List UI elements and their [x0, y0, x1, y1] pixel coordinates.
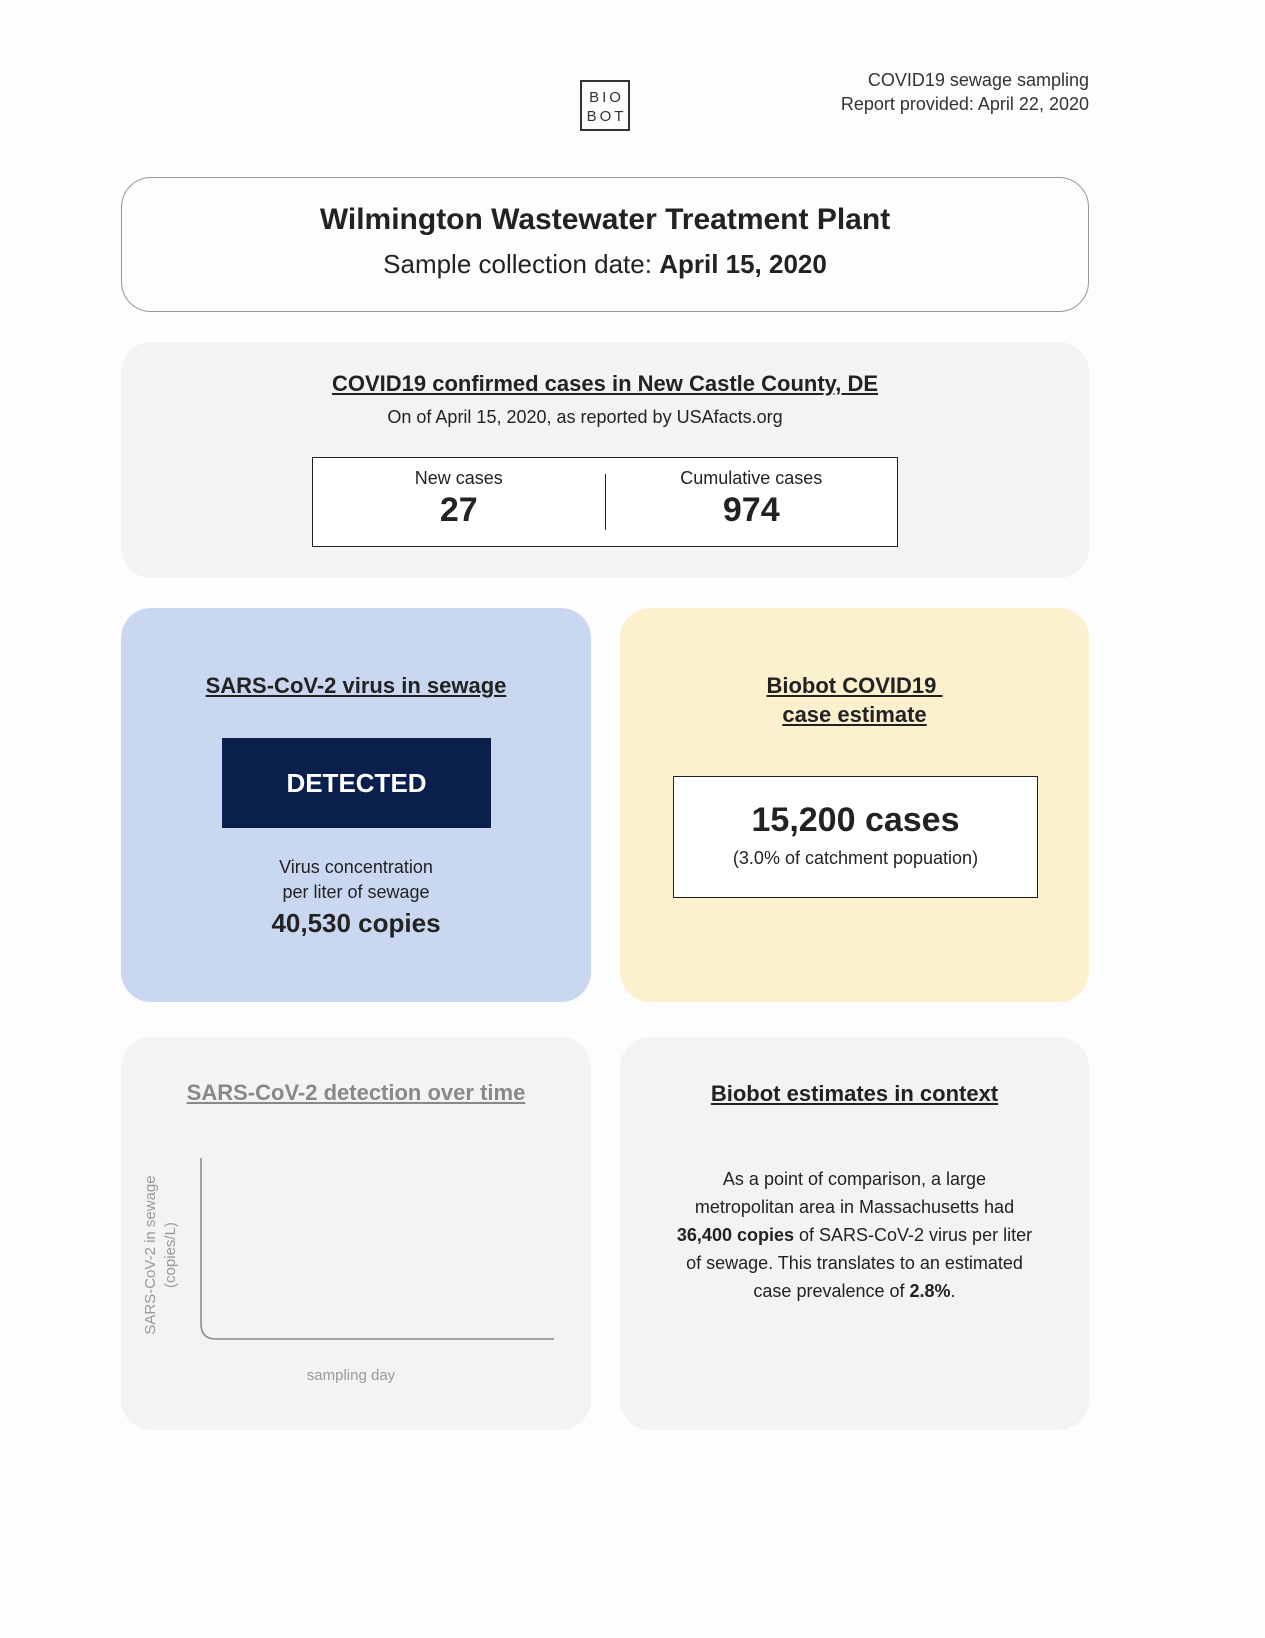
x-axis-label: sampling day — [306, 1367, 396, 1384]
context-panel — [620, 1037, 1089, 1430]
concentration-label: per liter of sewage — [282, 882, 430, 902]
chart-axes — [201, 1158, 554, 1339]
estimate-heading: case estimate — [782, 702, 927, 727]
estimate-box — [673, 776, 1038, 898]
context-prevalence: 2.8% — [909, 1281, 951, 1301]
context-copies: 36,400 copies — [676, 1225, 794, 1245]
cumulative-cases-value: 974 — [722, 491, 780, 529]
collection-label: Sample collection date: — [383, 249, 660, 279]
virus-heading: SARS-CoV-2 virus in sewage — [205, 673, 507, 698]
plant-name: Wilmington Wastewater Treatment Plant — [319, 203, 891, 236]
cumulative-cases — [606, 458, 898, 546]
estimate-value: 15,200 cases — [751, 801, 960, 839]
cases-source: On of April 15, 2020, as reported by USAfacts.org — [387, 407, 783, 427]
report-meta — [841, 68, 1089, 116]
concentration-label: Virus concentration — [279, 857, 433, 877]
confirmed-cases-panel — [121, 342, 1089, 578]
new-cases — [313, 458, 605, 546]
logo-line: BOT — [586, 108, 627, 125]
title-box — [121, 177, 1089, 312]
new-cases-label: New cases — [414, 468, 503, 488]
context-text-part: . — [950, 1281, 956, 1301]
virus-panel — [121, 608, 591, 1002]
estimate-heading: Biobot COVID19 — [766, 673, 943, 698]
concentration-value: 40,530 copies — [271, 908, 441, 938]
case-estimate-panel — [620, 608, 1089, 1002]
report-date: Report provided: April 22, 2020 — [840, 94, 1089, 114]
context-heading: Biobot estimates in context — [710, 1081, 999, 1106]
cases-heading: COVID19 confirmed cases in New Castle County, DE — [331, 371, 879, 396]
collection-date — [122, 249, 1088, 280]
context-text — [672, 1165, 1037, 1305]
cases-box — [312, 457, 898, 547]
logo-line: BIO — [589, 89, 624, 106]
detected-badge: DETECTED — [222, 738, 491, 828]
chart-title: SARS-CoV-2 detection over time — [186, 1080, 526, 1105]
detection-chart-panel — [121, 1037, 591, 1430]
y-axis-label: (copies/L) — [162, 1222, 179, 1288]
estimate-percent: (3.0% of catchment popuation) — [732, 848, 979, 868]
cumulative-cases-label: Cumulative cases — [680, 468, 823, 488]
context-text-part: of SARS-CoV-2 virus per liter of sewage. This translates to an estimated case prevalence of — [686, 1225, 1033, 1301]
chart — [121, 1037, 591, 1430]
collection-date-value: April 15, 2020 — [659, 249, 827, 279]
y-axis-label: SARS-CoV-2 in sewage — [142, 1175, 159, 1335]
report-type: COVID19 sewage sampling — [867, 70, 1089, 90]
context-text-part: As a point of comparison, a large metropolitan area in Massachusetts had — [694, 1169, 1015, 1217]
new-cases-value: 27 — [439, 491, 478, 529]
biobot-logo — [580, 80, 630, 131]
